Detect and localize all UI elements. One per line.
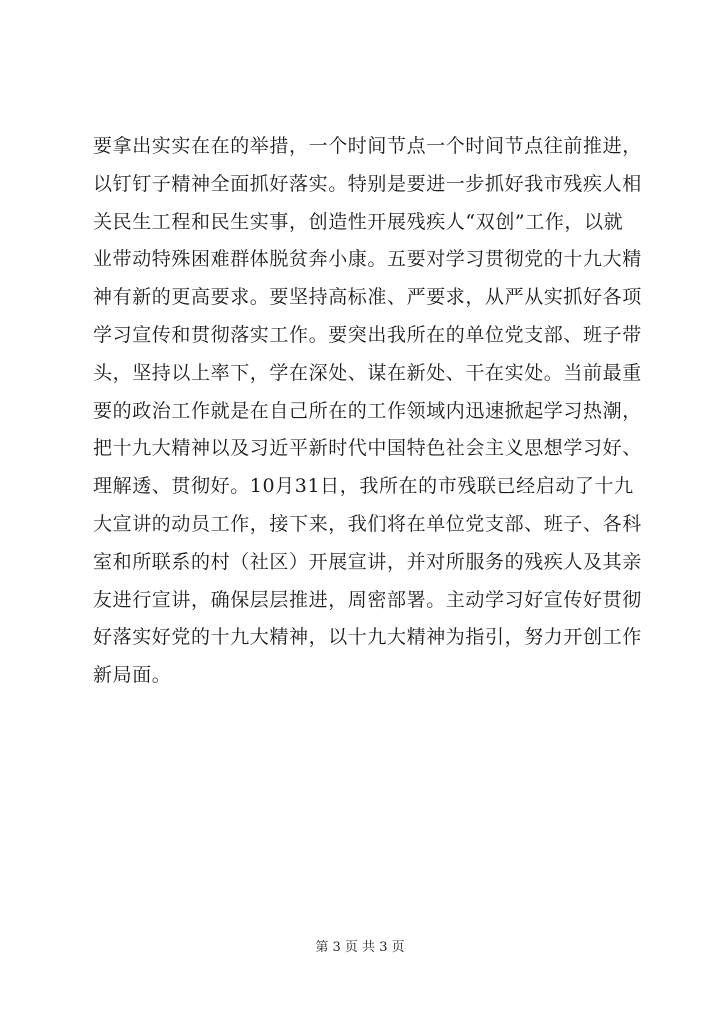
text-line: 业带动特殊困难群体脱贫奔小康。五要对学习贯彻党的十九大精 <box>93 248 642 271</box>
text-line: 关民生工程和民生实事，创造性开展残疾人“双创”工作，以就 <box>93 210 624 233</box>
text-line: 新局面。 <box>93 664 172 687</box>
text-line: 好落实好党的十九大精神，以十九大精神为指引，努力开创工作 <box>93 626 642 649</box>
text-line: 头，坚持以上率下，学在深处、谋在新处、干在实处。当前最重 <box>93 361 642 384</box>
text-line: 室和所联系的村（社区）开展宣讲，并对所服务的残疾人及其亲 <box>93 550 642 573</box>
text-line: 大宣讲的动员工作，接下来，我们将在单位党支部、班子、各科 <box>93 512 642 535</box>
text-line: 要的政治工作就是在自己所在的工作领域内迅速掀起学习热潮， <box>93 399 642 422</box>
text-line: 理解透、贯彻好。10月31日，我所在的市残联已经启动了十九 <box>93 475 634 498</box>
text-line: 以钉钉子精神全面抓好落实。特别是要进一步抓好我市残疾人相 <box>93 172 642 195</box>
page-footer <box>0 936 720 955</box>
text-line: 要拿出实实在在的举措，一个时间节点一个时间节点往前推进， <box>93 135 642 157</box>
text-line: 友进行宣讲，确保层层推进，周密部署。主动学习好宣传好贯彻 <box>93 588 642 611</box>
document-body <box>93 128 653 695</box>
text-line: 学习宣传和贯彻落实工作。要突出我所在的单位党支部、班子带 <box>93 323 642 346</box>
text-line: 神有新的更高要求。要坚持高标准、严要求，从严从实抓好各项 <box>93 286 642 309</box>
page-number: 第 3 页 共 3 页 <box>315 940 405 955</box>
text-line: 把十九大精神以及习近平新时代中国特色社会主义思想学习好、 <box>93 437 642 460</box>
